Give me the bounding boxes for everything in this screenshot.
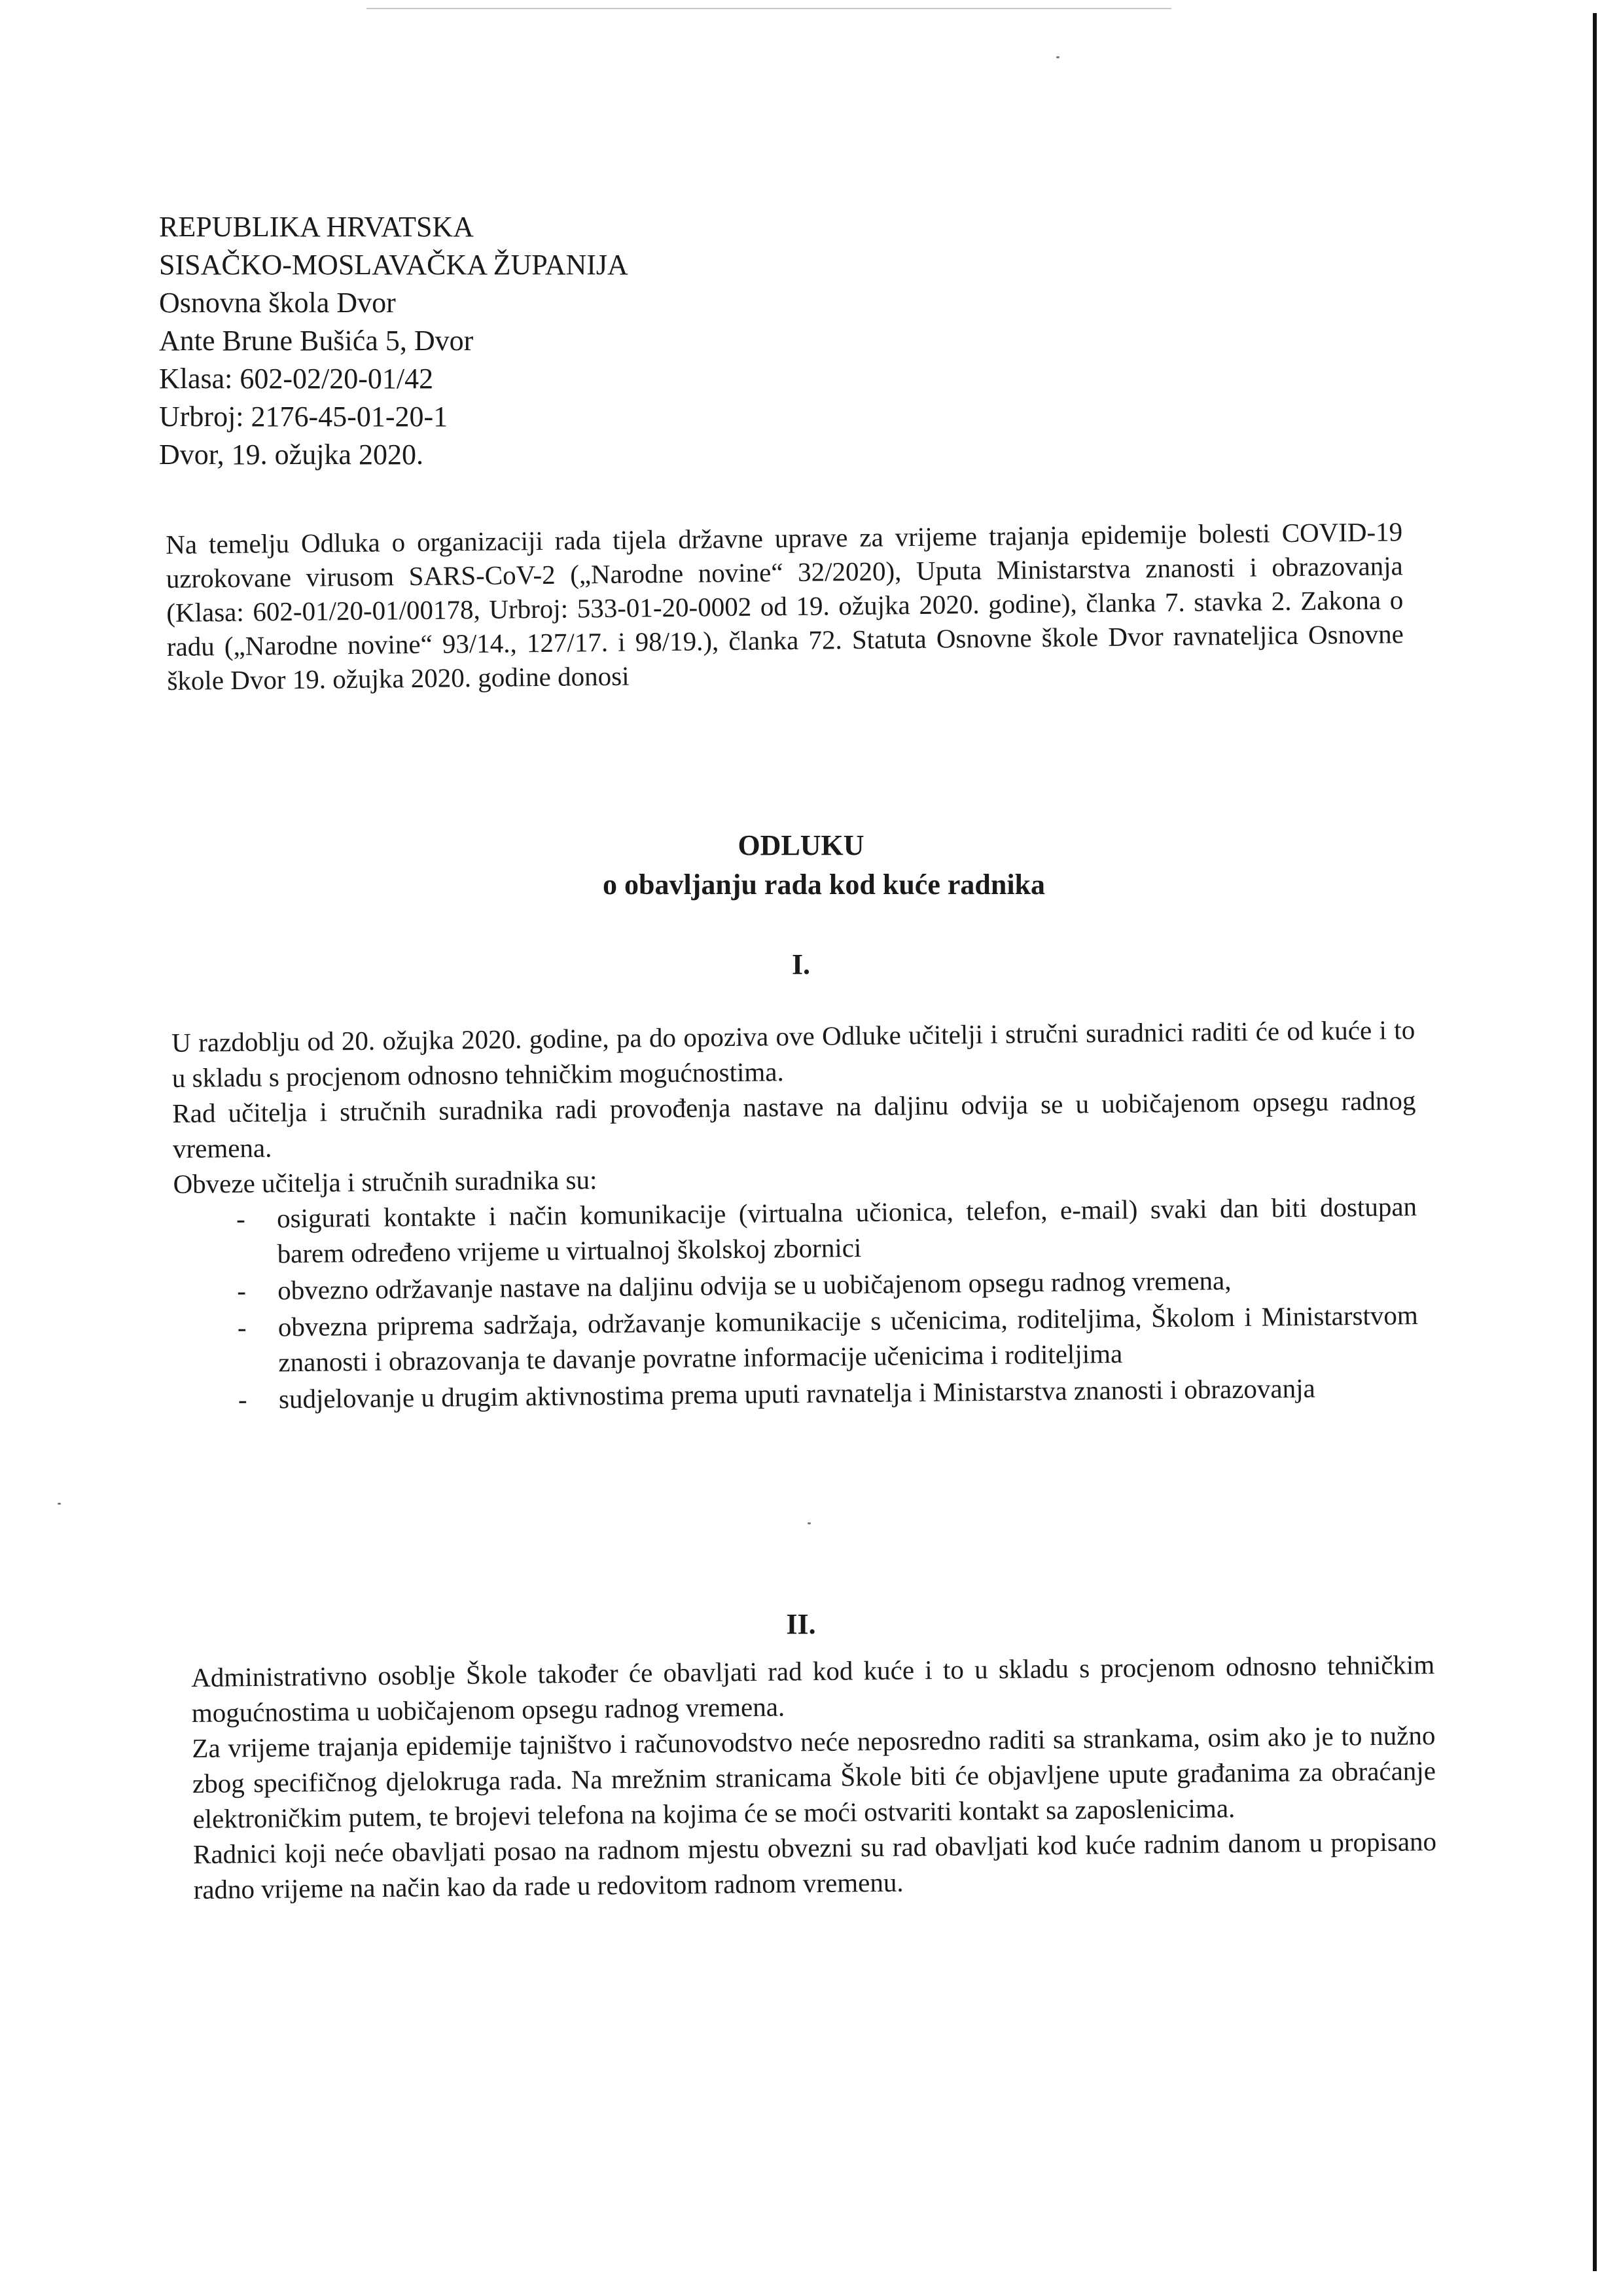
list-item-text: osigurati kontakte i način komunikacije (virtualna učionica, telefon, e-mail) svaki dan biti dostupan barem određeno vrijeme u virtualnoj školskoj zbornici <box>276 1191 1417 1269</box>
document-title: ODLUKU <box>738 829 864 861</box>
obligations-list <box>173 1189 1419 1418</box>
list-item <box>173 1189 1417 1272</box>
scan-speck <box>1056 56 1059 58</box>
list-item-text: obvezna priprema sadržaja, održavanje komunikacije s učenicima, roditeljima, Školom i Ministarstvom znanosti i obrazovanja te davanje povratne informacije učenicima i roditeljima <box>277 1300 1418 1378</box>
scan-right-edge <box>1593 13 1597 2271</box>
letterhead-klasa: Klasa: 602-02/20-01/42 <box>159 363 434 395</box>
letterhead-school: Osnovna škola Dvor <box>159 287 396 319</box>
intro-paragraph: Na temelju Odluka o organizaciji rada tijela državne uprave za vrijeme trajanja epidemije bolesti COVID-19 uzrokovane virusom SARS-CoV-2 („Narodne novine“ 32/2020), Uputa Ministarstva znanosti i obrazovanja (Klasa: 602-01/20-01/00178, Urbroj: 533-01-20-0002 od 19. ožujka 2020. godine), članka 7. stavka 2. Zakona o radu („Narodne novine“ 93/14., 127/17. i 98/19.), članka 72. Statuta Osnovne škole Dvor ravnateljica Osnovne škole Dvor 19. ožujka 2020. godine donosi <box>166 516 1404 696</box>
section-2-paragraph-3: Radnici koji neće obavljati posao na radnom mjestu obvezni su rad obavljati kod kuće radnim danom u propisano radno vrijeme na način kao da rade u redovitom radnom vremenu. <box>192 1826 1437 1905</box>
bullet-dash: - <box>237 1312 247 1342</box>
section-1-paragraph-2: Rad učitelja i stručnih suradnika radi provođenja nastave na daljinu odvija se u uobičajenom opsegu radnog vremena. <box>172 1085 1416 1164</box>
section-1-paragraph-1: U razdoblju od 20. ožujka 2020. godine, pa do opoziva ove Odluke učitelji i stručni suradnici raditi će od kuće i to u skladu s procjenom odnosno tehničkim mogućnostima. <box>171 1014 1415 1093</box>
section-1-body <box>171 1012 1419 1419</box>
bullet-dash: - <box>236 1203 246 1234</box>
letterhead <box>159 208 813 474</box>
letterhead-county: SISAČKO-MOSLAVAČKA ŽUPANIJA <box>159 249 628 281</box>
letterhead-date: Dvor, 19. ožujka 2020. <box>159 439 423 471</box>
scan-speck <box>58 1503 61 1505</box>
letterhead-urbroj: Urbroj: 2176-45-01-20-1 <box>159 401 448 433</box>
list-item-text: obvezno održavanje nastave na daljinu odvija se u uobičajenom opsegu radnog vremena, <box>277 1265 1232 1306</box>
bullet-dash: - <box>237 1275 247 1306</box>
bullet-dash: - <box>238 1384 247 1414</box>
scan-top-edge <box>366 8 1171 9</box>
section-1-number: I. <box>791 948 811 980</box>
scan-speck <box>808 1522 811 1524</box>
section-2-paragraph-2: Za vrijeme trajanja epidemije tajništvo i računovodstvo neće neposredno raditi sa strankama, osim ako je to nužno zbog specifičnog djelokruga rada. Na mrežnim stranicama Škole biti će objavljene upute građanima za obraćanje elektroničkim putem, te brojevi telefona na kojima će se moći ostvariti kontakt sa zaposlenicima. <box>192 1720 1436 1834</box>
section-2-body <box>191 1647 1437 1907</box>
document-subtitle: o obavljanju rada kod kuće radnika <box>602 869 1046 901</box>
section-2-number: II. <box>786 1608 816 1640</box>
list-item <box>175 1297 1419 1381</box>
letterhead-address: Ante Brune Bušića 5, Dvor <box>159 325 474 357</box>
list-item-text: sudjelovanje u drugim aktivnostima prema uputi ravnatelja i Ministarstva znanosti i obrazovanja <box>278 1372 1315 1414</box>
section-2-paragraph-1: Administrativno osoblje Škole također će obavljati rad kod kuće i to u skladu s procjenom odnosno tehničkim mogućnostima u uobičajenom opsegu radnog vremena. <box>191 1649 1435 1728</box>
section-1-paragraph-3: Obveze učitelja i stručnih suradnika su: <box>173 1164 597 1199</box>
letterhead-country: REPUBLIKA HRVATSKA <box>159 211 474 243</box>
